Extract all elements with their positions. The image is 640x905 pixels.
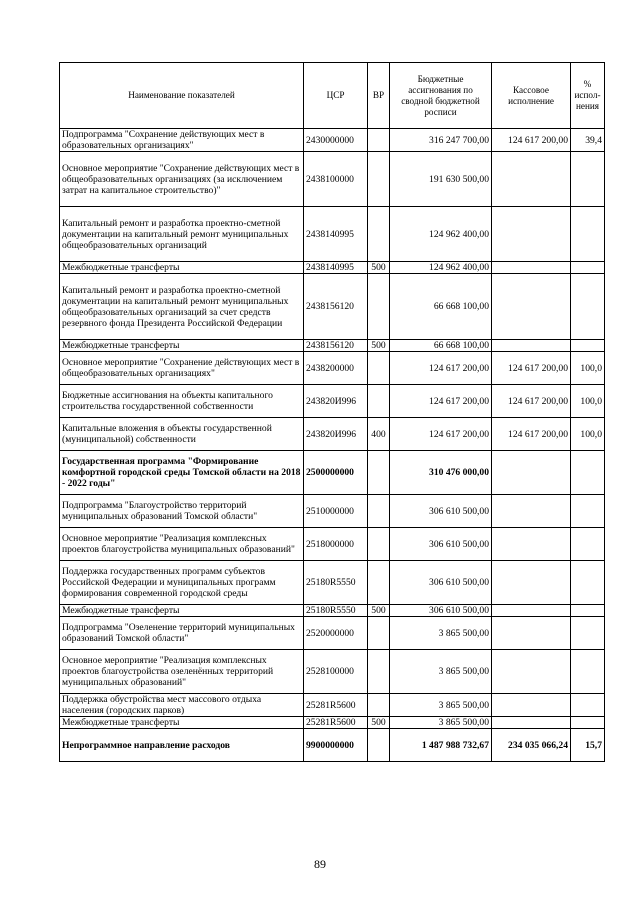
row-pct <box>571 561 605 605</box>
row-name: Межбюджетные трансферты <box>60 262 304 274</box>
row-pct <box>571 274 605 340</box>
row-name: Капитальный ремонт и разработка проектно-сметной документации на капитальный ремонт муниципальных общеобразовательных организаций <box>60 207 304 262</box>
row-csr: 25180R5550 <box>304 561 368 605</box>
row-cash <box>492 207 571 262</box>
row-budget: 306 610 500,00 <box>390 528 492 561</box>
table-row <box>60 352 605 385</box>
row-name: Государственная программа "Формирование комфортной городской среды Томской области на 2018 - 2022 годы" <box>60 451 304 495</box>
row-vr: 500 <box>368 340 390 352</box>
row-vr <box>368 495 390 528</box>
row-name: Непрограммное направление расходов <box>60 729 304 762</box>
row-pct <box>571 340 605 352</box>
row-cash <box>492 262 571 274</box>
row-name: Основное мероприятие "Сохранение действующих мест в общеобразовательных организациях (за исключением затрат на капитальное строительство)" <box>60 152 304 207</box>
table-row <box>60 694 605 717</box>
row-budget: 124 617 200,00 <box>390 385 492 418</box>
row-cash <box>492 617 571 650</box>
row-budget: 124 962 400,00 <box>390 262 492 274</box>
table-header-row <box>60 63 605 129</box>
table-row <box>60 617 605 650</box>
table-row <box>60 274 605 340</box>
row-budget: 306 610 500,00 <box>390 495 492 528</box>
table-row <box>60 340 605 352</box>
row-name: Поддержка государственных программ субъектов Российской Федерации и муниципальных программ формирования современной городской среды <box>60 561 304 605</box>
row-cash <box>492 717 571 729</box>
row-pct: 100,0 <box>571 385 605 418</box>
row-budget: 191 630 500,00 <box>390 152 492 207</box>
row-csr: 2438156120 <box>304 340 368 352</box>
row-cash <box>492 650 571 694</box>
row-vr: 500 <box>368 717 390 729</box>
row-name: Межбюджетные трансферты <box>60 717 304 729</box>
row-budget: 124 962 400,00 <box>390 207 492 262</box>
header-name: Наименование показателей <box>60 63 304 129</box>
row-name: Межбюджетные трансферты <box>60 340 304 352</box>
header-csr: ЦСР <box>304 63 368 129</box>
row-vr <box>368 528 390 561</box>
row-cash <box>492 528 571 561</box>
row-name: Подпрограмма "Благоустройство территорий муниципальных образований Томской области" <box>60 495 304 528</box>
row-vr <box>368 561 390 605</box>
row-cash <box>492 451 571 495</box>
table-row <box>60 129 605 152</box>
row-vr <box>368 352 390 385</box>
header-cash: Кассовое исполнение <box>492 63 571 129</box>
row-name: Капитальные вложения в объекты государственной (муниципальной) собственности <box>60 418 304 451</box>
row-pct <box>571 528 605 561</box>
table-row <box>60 528 605 561</box>
table-row <box>60 495 605 528</box>
row-budget: 1 487 988 732,67 <box>390 729 492 762</box>
row-name: Основное мероприятие "Реализация комплексных проектов благоустройства муниципальных образований" <box>60 528 304 561</box>
row-cash: 234 035 066,24 <box>492 729 571 762</box>
row-budget: 124 617 200,00 <box>390 352 492 385</box>
row-vr <box>368 152 390 207</box>
row-csr: 2438200000 <box>304 352 368 385</box>
row-cash <box>492 561 571 605</box>
row-pct <box>571 451 605 495</box>
table-row <box>60 650 605 694</box>
row-csr: 25180R5550 <box>304 605 368 617</box>
row-pct: 39,4 <box>571 129 605 152</box>
row-budget: 306 610 500,00 <box>390 605 492 617</box>
table-row <box>60 451 605 495</box>
row-name: Поддержка обустройства мест массового отдыха населения (городских парков) <box>60 694 304 717</box>
row-vr <box>368 650 390 694</box>
row-csr: 2438140995 <box>304 262 368 274</box>
row-cash <box>492 152 571 207</box>
row-csr: 2528100000 <box>304 650 368 694</box>
row-budget: 124 617 200,00 <box>390 418 492 451</box>
row-budget: 306 610 500,00 <box>390 561 492 605</box>
row-vr <box>368 274 390 340</box>
row-cash: 124 617 200,00 <box>492 129 571 152</box>
row-vr <box>368 617 390 650</box>
row-vr <box>368 451 390 495</box>
row-name: Межбюджетные трансферты <box>60 605 304 617</box>
table-row <box>60 418 605 451</box>
row-cash: 124 617 200,00 <box>492 418 571 451</box>
row-name: Основное мероприятие "Реализация комплексных проектов благоустройства озеленённых территорий муниципальных образований" <box>60 650 304 694</box>
table-row <box>60 262 605 274</box>
row-cash <box>492 340 571 352</box>
row-csr: 2430000000 <box>304 129 368 152</box>
row-budget: 310 476 000,00 <box>390 451 492 495</box>
row-budget: 66 668 100,00 <box>390 340 492 352</box>
row-pct <box>571 694 605 717</box>
row-budget: 3 865 500,00 <box>390 694 492 717</box>
row-cash: 124 617 200,00 <box>492 352 571 385</box>
row-csr: 2518000000 <box>304 528 368 561</box>
row-csr: 2500000000 <box>304 451 368 495</box>
row-name: Капитальный ремонт и разработка проектно-сметной документации на капитальный ремонт муниципальных общеобразовательных организаций за счет средств резервного фонда Президента Российской Федерации <box>60 274 304 340</box>
row-vr <box>368 129 390 152</box>
row-budget: 3 865 500,00 <box>390 650 492 694</box>
row-vr: 500 <box>368 262 390 274</box>
row-csr: 243820И996 <box>304 385 368 418</box>
page-number: 89 <box>314 857 326 871</box>
row-cash <box>492 495 571 528</box>
table-row <box>60 207 605 262</box>
row-vr <box>368 729 390 762</box>
row-csr: 2510000000 <box>304 495 368 528</box>
row-name: Основное мероприятие "Сохранение действующих мест в общеобразовательных организациях" <box>60 352 304 385</box>
row-vr <box>368 385 390 418</box>
table-row <box>60 152 605 207</box>
row-pct <box>571 717 605 729</box>
row-name: Подпрограмма "Озеленение территорий муниципальных образований Томской области" <box>60 617 304 650</box>
row-csr: 2438100000 <box>304 152 368 207</box>
row-pct <box>571 262 605 274</box>
row-name: Подпрограмма "Сохранение действующих мест в образовательных организациях" <box>60 129 304 152</box>
row-csr: 2438156120 <box>304 274 368 340</box>
row-budget: 66 668 100,00 <box>390 274 492 340</box>
row-name: Бюджетные ассигнования на объекты капитального строительства государственной собственности <box>60 385 304 418</box>
row-vr <box>368 694 390 717</box>
table-row <box>60 385 605 418</box>
row-pct <box>571 605 605 617</box>
row-pct <box>571 495 605 528</box>
row-csr: 25281R5600 <box>304 717 368 729</box>
row-csr: 2520000000 <box>304 617 368 650</box>
row-pct: 100,0 <box>571 418 605 451</box>
row-pct <box>571 152 605 207</box>
row-pct <box>571 617 605 650</box>
header-pct: % испол-нения <box>571 63 605 129</box>
budget-execution-table <box>59 62 605 762</box>
row-cash <box>492 274 571 340</box>
row-budget: 3 865 500,00 <box>390 717 492 729</box>
table-row <box>60 561 605 605</box>
row-budget: 3 865 500,00 <box>390 617 492 650</box>
row-cash <box>492 694 571 717</box>
row-pct: 15,7 <box>571 729 605 762</box>
header-budget: Бюджетные ассигнования по сводной бюджетной росписи <box>390 63 492 129</box>
row-csr: 2438140995 <box>304 207 368 262</box>
row-budget: 316 247 700,00 <box>390 129 492 152</box>
row-vr: 500 <box>368 605 390 617</box>
row-vr <box>368 207 390 262</box>
row-vr: 400 <box>368 418 390 451</box>
row-cash <box>492 605 571 617</box>
row-pct <box>571 650 605 694</box>
row-pct <box>571 207 605 262</box>
row-csr: 9900000000 <box>304 729 368 762</box>
header-vr: ВР <box>368 63 390 129</box>
table-row <box>60 605 605 617</box>
table-row <box>60 717 605 729</box>
row-cash: 124 617 200,00 <box>492 385 571 418</box>
row-csr: 243820И996 <box>304 418 368 451</box>
row-csr: 25281R5600 <box>304 694 368 717</box>
row-pct: 100,0 <box>571 352 605 385</box>
table-row <box>60 729 605 762</box>
